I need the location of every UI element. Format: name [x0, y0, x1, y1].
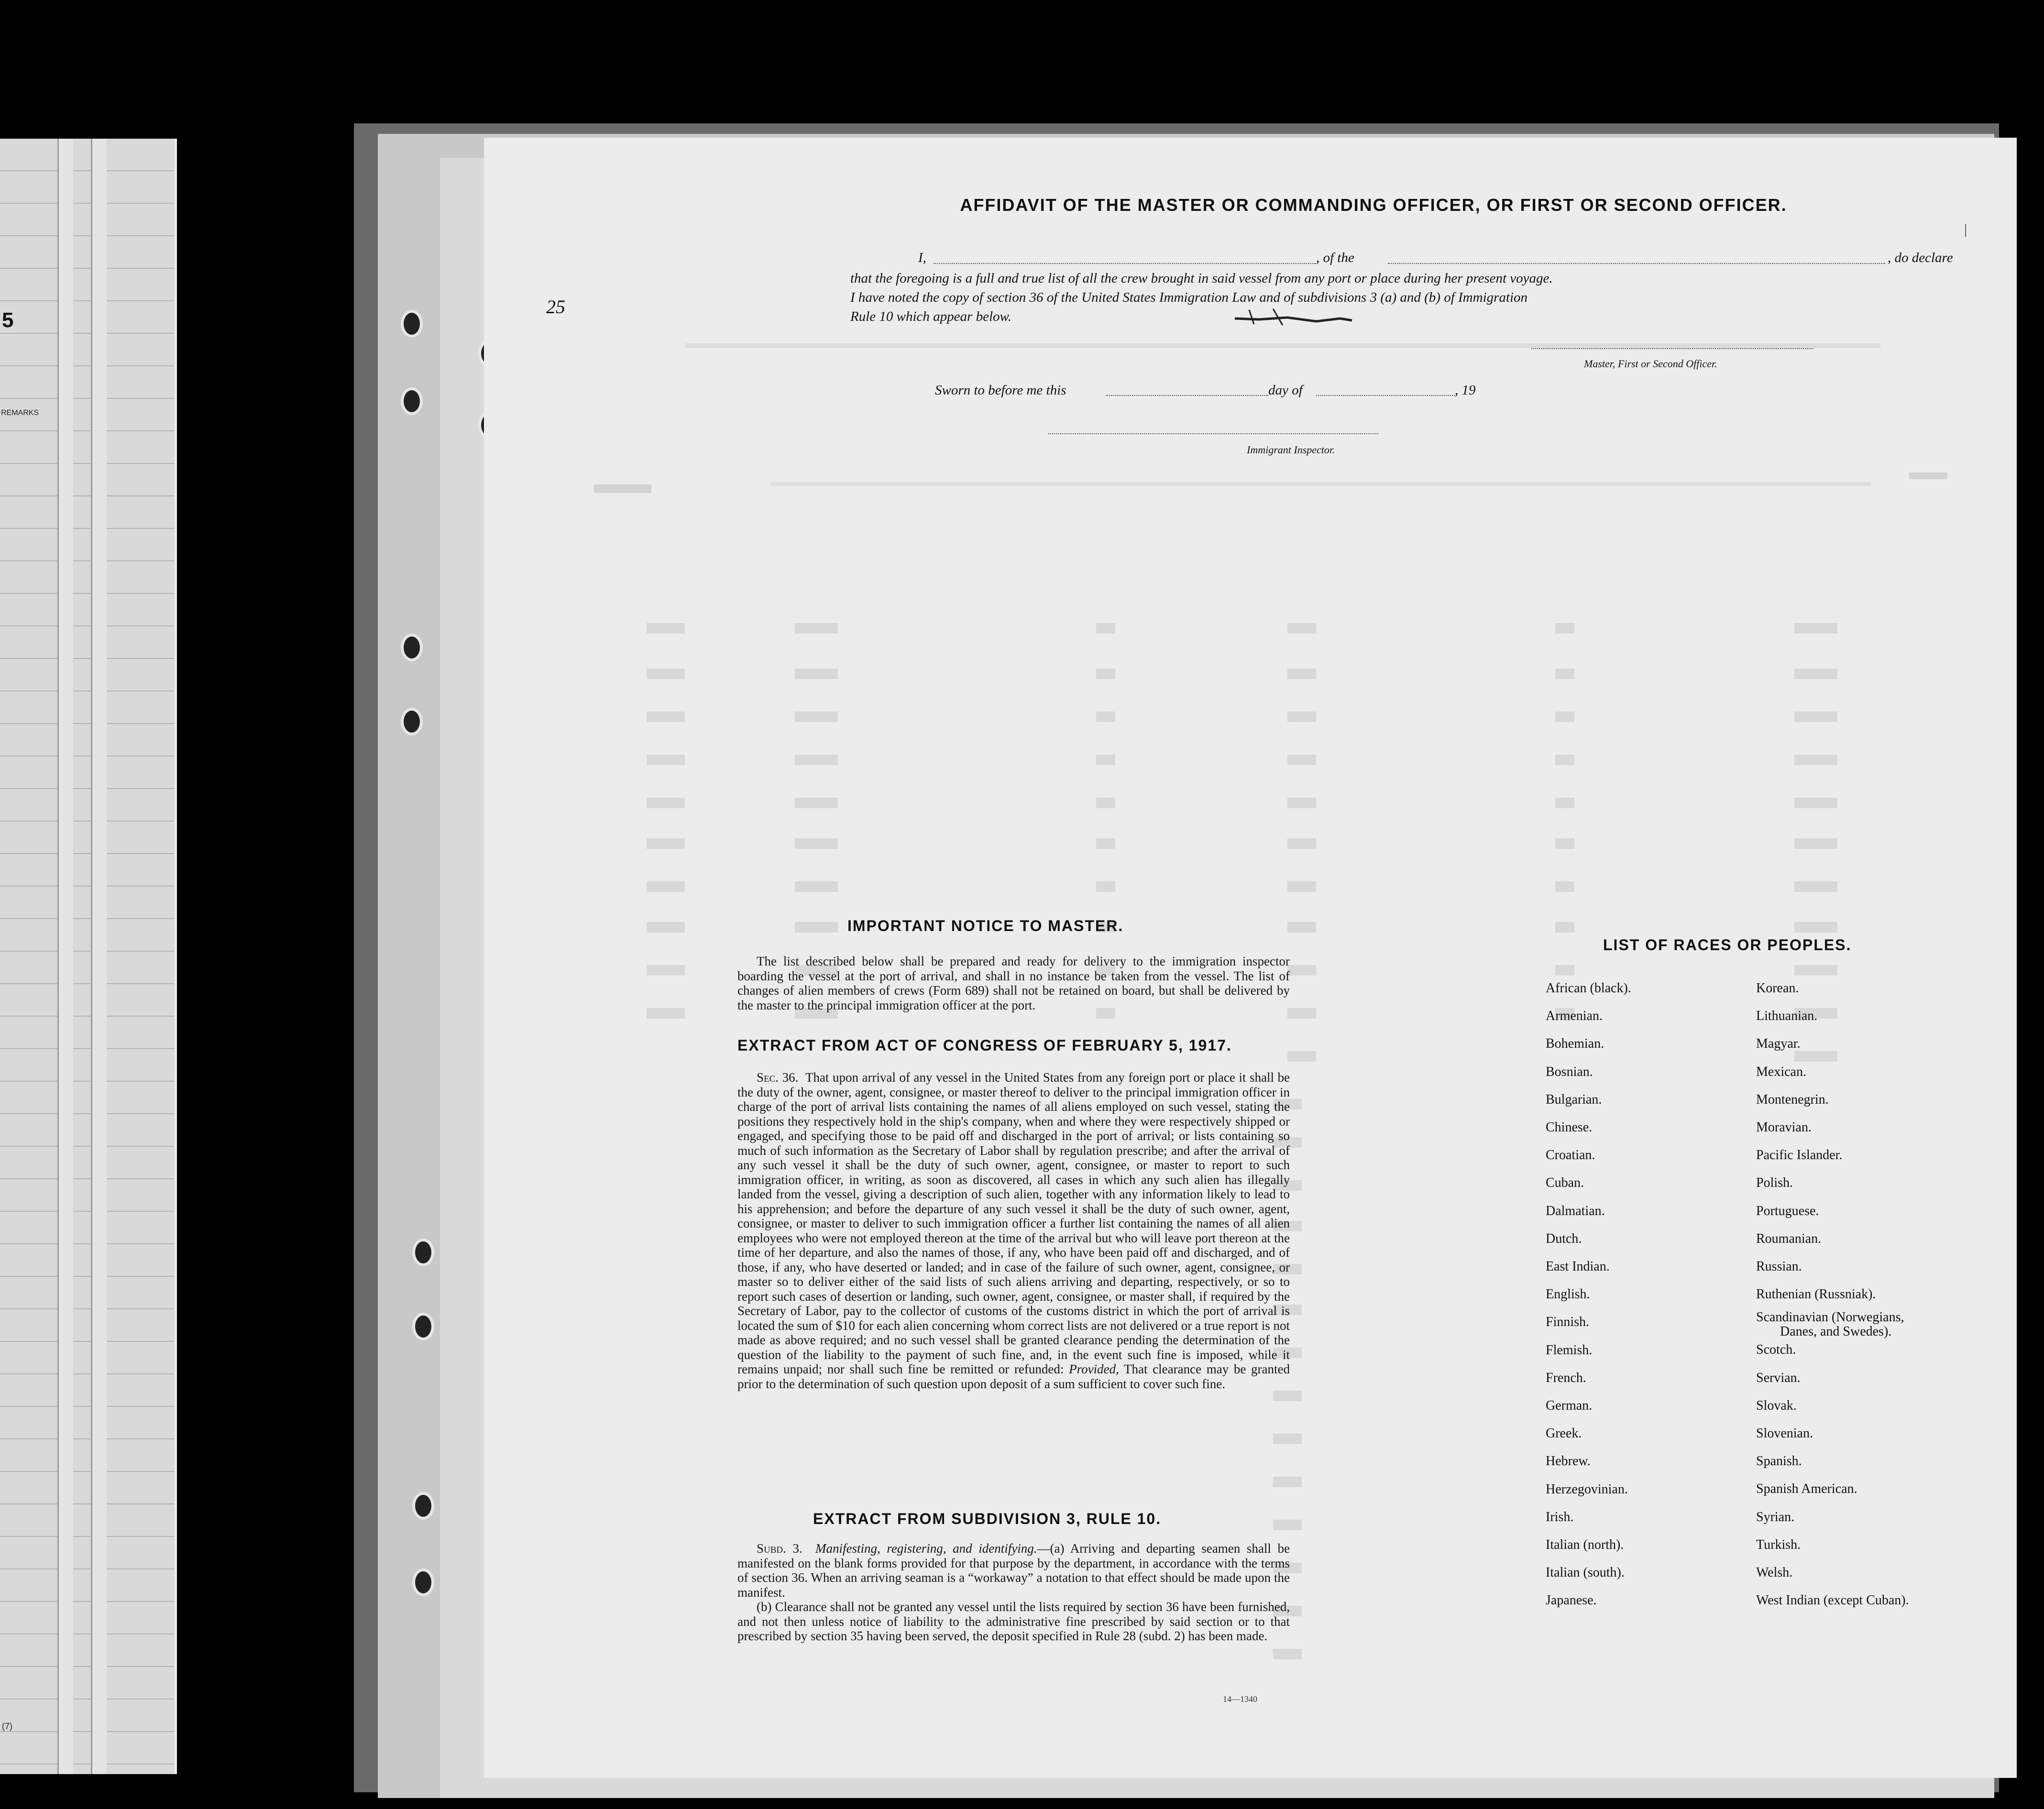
rule-subd-italic: Manifesting, registering, and identifying. — [815, 1541, 1037, 1556]
act-paragraph — [737, 1070, 1290, 1391]
race-item: East Indian. — [1546, 1259, 1610, 1274]
races-column-1 — [1546, 975, 1631, 1615]
race-item: Slovenian. — [1756, 1426, 1813, 1441]
inspector-caption: Immigrant Inspector. — [1247, 444, 1335, 456]
race-item: Polish. — [1756, 1175, 1793, 1191]
race-item: Spanish American. — [1756, 1481, 1857, 1497]
race-item: Italian (south). — [1546, 1565, 1625, 1580]
race-item: Greek. — [1546, 1426, 1582, 1441]
race-item: Japanese. — [1546, 1593, 1597, 1608]
page-mark: 25 — [546, 296, 565, 318]
race-item: Bulgarian. — [1546, 1092, 1602, 1107]
act-title: EXTRACT FROM ACT OF CONGRESS OF FEBRUARY 5, 1917. — [737, 1037, 1232, 1054]
act-provided: Provided, — [1069, 1362, 1119, 1376]
race-item: Bosnian. — [1546, 1064, 1593, 1079]
race-item: Montenegrin. — [1756, 1092, 1829, 1107]
race-item: German. — [1546, 1398, 1593, 1414]
race-item: Scotch. — [1756, 1342, 1796, 1358]
race-item: Armenian. — [1546, 1009, 1603, 1024]
affidavit-line: I have noted the copy of section 36 of the United States Immigration Law and of subdivisions 3 (a) and (b) of Immigration — [850, 290, 1528, 305]
race-item: English. — [1546, 1287, 1590, 1302]
affidavit-title: AFFIDAVIT OF THE MASTER OR COMMANDING OFFICER, OR FIRST OR SECOND OFFICER. — [960, 195, 1787, 215]
race-item: Slovak. — [1756, 1398, 1797, 1413]
rule-paragraph-a — [737, 1541, 1290, 1600]
notice-paragraph: The list described below shall be prepared and ready for delivery to the immigration inspector boarding the vessel at the port of arrival, and shall in no instance be taken from the vessel. The list of changes of alien members of crews (Form 689) shall not be retained on board, but shall be delivered by the master to the principal immigration officer at the port. — [737, 954, 1290, 1012]
left-page-fragment — [0, 139, 177, 1774]
race-item: Russian. — [1756, 1259, 1802, 1274]
race-item: African (black). — [1546, 981, 1631, 996]
race-item: Pacific Islander. — [1756, 1148, 1843, 1163]
blank-line — [1388, 263, 1885, 264]
page-number: 5 — [2, 308, 14, 332]
punch-hole — [401, 310, 423, 338]
race-item: Hebrew. — [1546, 1454, 1591, 1469]
punch-hole — [401, 634, 423, 661]
footer-mark: (7) — [2, 1721, 12, 1731]
punch-hole — [401, 387, 423, 415]
rule-title: EXTRACT FROM SUBDIVISION 3, RULE 10. — [813, 1510, 1162, 1527]
affidavit-of-the: , of the — [1316, 250, 1354, 265]
master-caption: Master, First or Second Officer. — [1584, 358, 1717, 370]
race-item: Dutch. — [1546, 1231, 1582, 1246]
punch-hole — [412, 1492, 434, 1520]
act-section: Sec. 36. — [757, 1070, 799, 1085]
punch-hole — [412, 1239, 434, 1266]
blank-line — [1316, 395, 1455, 396]
race-item: Dalmatian. — [1546, 1203, 1605, 1218]
act-body — [737, 1070, 1290, 1391]
rule-paragraph-b: (b) Clearance shall not be granted any vessel until the lists required by section 36 have been furnished, and not then unless notice of liability to the administrative fine prescribed by said section or to that prescribed by section 35 having been served, the deposit specified in Rule 28 (subd. 2) has been made. — [737, 1600, 1290, 1643]
race-item: Roumanian. — [1756, 1231, 1822, 1246]
race-item: Moravian. — [1756, 1120, 1812, 1135]
act-text: That upon arrival of any vessel in the United States from any foreign port or place it shall be the duty of the owner, agent, consignee, or master thereof to deliver to the principal immigration officer in charge of the port of arrival lists containing the names of all aliens employed on such vessel, stating the positions they respectively hold in the ship's company, when and where they were respectively shipped or engaged, and specifying those to be paid off and discharged in the port of arrival; or lists containing so much of such information as the Secretary of Labor shall by regulation prescribe; and after the arrival of any such vessel it shall be the duty of such owner, agent, consignee, or master to report to such immigration officer, in writing, as soon as discovered, all cases in which any such alien has illegally landed from the vessel, giving a description of such alien, together with any information likely to lead to his apprehension; and before the departure of any such vessel it shall be the duty of such owner, agent, consignee, or master to deliver to such immigration officer a further list containing the names of all alien employees who were not employed thereon at the time of the arrival but who will leave port thereon at the time of her departure, and also the names of those, if any, who have been paid off and discharged, and of those, if any, who have deserted or landed; and in case of the failure of such owner, agent, consignee, or master so to deliver either of the said lists of such aliens arriving and departing, respectively, or so to report such cases of desertion or landing, such owner, agent, consignee, or master shall, if required by the Secretary of Labor, pay to the collector of customs of the customs district in which the port of arrival is located the sum of $10 for each alien concerning whom correct lists are not delivered or a true report is not made as above required; and no such vessel shall be granted clearance pending the determination of the question of the liability to the payment of such fine, and, in the event such fine is imposed, while it remains unpaid; nor shall such fine be remitted or refunded: — [737, 1070, 1290, 1376]
rule-subd: Subd. 3. — [757, 1541, 802, 1556]
affidavit-page — [484, 138, 2017, 1778]
punch-hole — [412, 1313, 434, 1340]
punch-hole — [401, 708, 423, 735]
race-item: Korean. — [1756, 981, 1799, 996]
act-text-end: That clearance may be granted prior to the determination of such question upon deposit of a sum sufficient to cover such fine. — [737, 1362, 1290, 1391]
race-item: Turkish. — [1756, 1537, 1801, 1552]
race-item: Cuban. — [1546, 1175, 1584, 1191]
notice-title: IMPORTANT NOTICE TO MASTER. — [847, 917, 1124, 934]
day-of-text: day of — [1268, 383, 1303, 398]
rule-body — [737, 1541, 1290, 1644]
race-item: Bohemian. — [1546, 1036, 1604, 1052]
blank-line — [934, 263, 1316, 264]
race-item: Irish. — [1546, 1509, 1574, 1524]
punch-hole — [412, 1568, 434, 1596]
race-item: Herzegovinian. — [1546, 1481, 1628, 1497]
race-item: West Indian (except Cuban). — [1756, 1593, 1909, 1608]
race-item: Syrian. — [1756, 1509, 1795, 1524]
form-number: 14—1340 — [1223, 1694, 1257, 1704]
signature-scribble — [1230, 308, 1354, 327]
page-edge — [57, 139, 73, 1774]
page-edge — [91, 139, 107, 1774]
affidavit-declare: , do declare — [1888, 250, 1953, 265]
race-item: Ruthenian (Russniak). — [1756, 1287, 1876, 1302]
races-title: LIST OF RACES OR PEOPLES. — [1603, 936, 1852, 954]
inspector-line — [1048, 433, 1378, 434]
affidavit-line: Rule 10 which appear below. — [850, 309, 1011, 324]
sworn-text: Sworn to before me this — [935, 383, 1066, 398]
blank-line — [1106, 395, 1268, 396]
race-item: Finnish. — [1546, 1315, 1590, 1330]
race-item: Lithuanian. — [1756, 1009, 1818, 1024]
race-item: Servian. — [1756, 1370, 1801, 1385]
affidavit-line: that the foregoing is a full and true list of all the crew brought in said vessel from any port or place during her present voyage. — [850, 271, 1553, 286]
race-item: Portuguese. — [1756, 1203, 1819, 1218]
race-item: Mexican. — [1756, 1064, 1806, 1079]
race-item: Spanish. — [1756, 1454, 1802, 1469]
race-item: Chinese. — [1546, 1120, 1593, 1135]
race-item: Flemish. — [1546, 1342, 1593, 1358]
year-text: , 19 — [1455, 383, 1476, 398]
races-column-2 — [1756, 975, 1909, 1614]
column-header: REMARKS — [1, 409, 39, 417]
race-item: Italian (north). — [1546, 1537, 1624, 1553]
affidavit-i: I, — [918, 250, 926, 265]
race-item: Welsh. — [1756, 1565, 1793, 1580]
race-item: French. — [1546, 1370, 1586, 1385]
notice-body — [737, 954, 1290, 1012]
race-item-line: Danes, and Swedes). — [1780, 1324, 1892, 1339]
signature-line — [1531, 348, 1813, 349]
race-item: Croatian. — [1546, 1148, 1595, 1163]
race-item-line: Scandinavian (Norwegians, — [1756, 1310, 1904, 1325]
corner-mark: | — [1964, 221, 1967, 237]
race-item — [1756, 1308, 1909, 1339]
race-item: Magyar. — [1756, 1036, 1801, 1052]
rule-a-text: —(a) Arriving and departing seamen shall be manifested on the blank forms provided for that purpose by the department, in accordance with the terms of section 36. When an arriving seaman is a “workaway” a notation to that effect should be made upon the manifest. — [737, 1541, 1290, 1600]
